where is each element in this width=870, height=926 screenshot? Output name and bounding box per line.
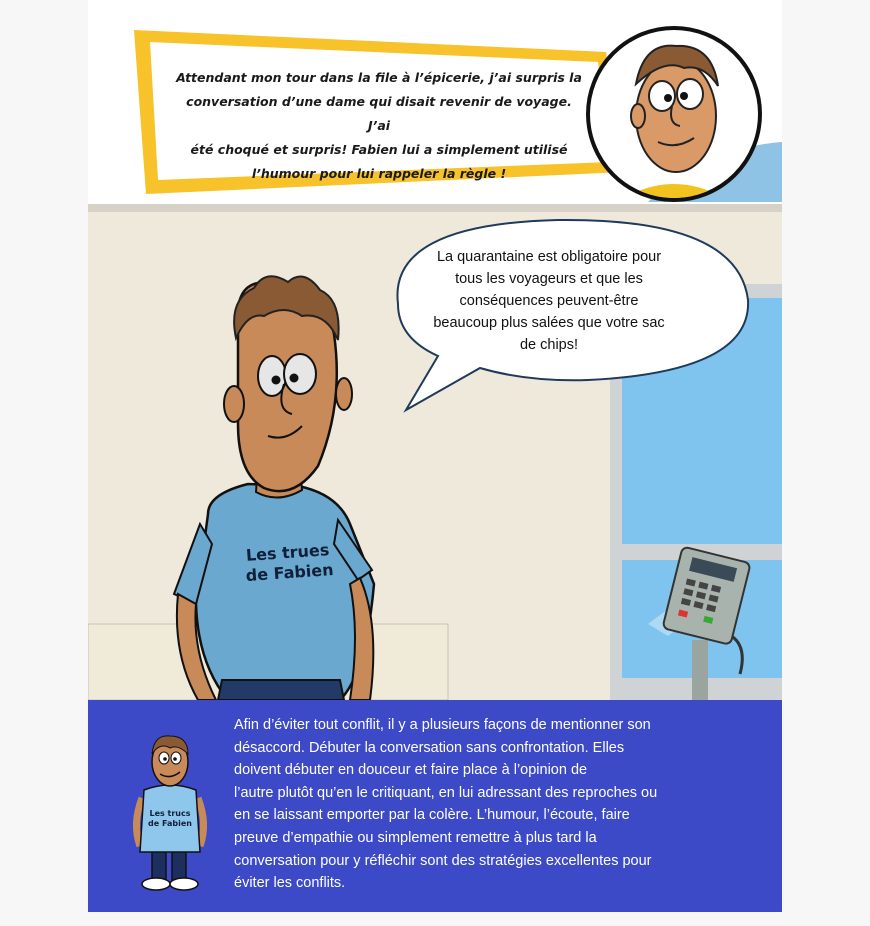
comic-page (88, 0, 782, 912)
speech-line: de chips! (519, 337, 579, 353)
advice-line: l’autre plutôt qu’en le critiquant, en lui adressant des reproches ou (234, 784, 658, 801)
advice-text (234, 714, 782, 895)
advice-panel (88, 700, 782, 912)
advice-line: éviter les conflits. (234, 875, 346, 892)
speech-line: La quarantaine est obligatoire pour (436, 249, 662, 265)
speech-bubble-text (404, 246, 694, 356)
advice-line: désaccord. Débuter la conversation sans confrontation. Elles (234, 739, 625, 756)
caption-line: Attendant mon tour dans la file à l’épicerie, j’ai surpris la (176, 70, 582, 85)
mini-logo-line2: de Fabien (148, 819, 192, 828)
caption-panel (88, 0, 782, 202)
caption-line: conversation d’une dame qui disait revenir de voyage. J’ai (186, 94, 572, 133)
speech-line: tous les voyageurs et que les (455, 271, 643, 287)
shirt-logo-line2: de Fabien (245, 559, 335, 586)
shirt-logo-line1: Les trues (245, 540, 330, 565)
mini-fabien-illustration (128, 728, 212, 892)
advice-line: preuve d’empathie ou simplement remettre à plus tard la (234, 829, 597, 846)
caption-text (174, 66, 584, 186)
advice-line: conversation pour y réfléchir sont des stratégies excellentes pour (234, 852, 652, 869)
mini-logo-line1: Les trucs (149, 809, 191, 818)
advice-line: Afin d’éviter tout conflit, il y a plusieurs façons de mentionner son (234, 717, 651, 733)
caption-line: été choqué et surpris! Fabien lui a simplement utilisé (190, 142, 568, 157)
fabien-portrait (584, 24, 764, 204)
speech-line: conséquences peuvent-être (459, 293, 639, 309)
caption-line: l’humour pour lui rappeler la règle ! (251, 166, 507, 181)
advice-line: en se laissant emporter par la colère. L’humour, l’écoute, faire (234, 807, 630, 824)
store-scene (88, 204, 782, 700)
advice-line: doivent débuter en douceur et faire place à l’opinion de (234, 762, 588, 779)
speech-line: beaucoup plus salées que votre sac (433, 315, 665, 331)
